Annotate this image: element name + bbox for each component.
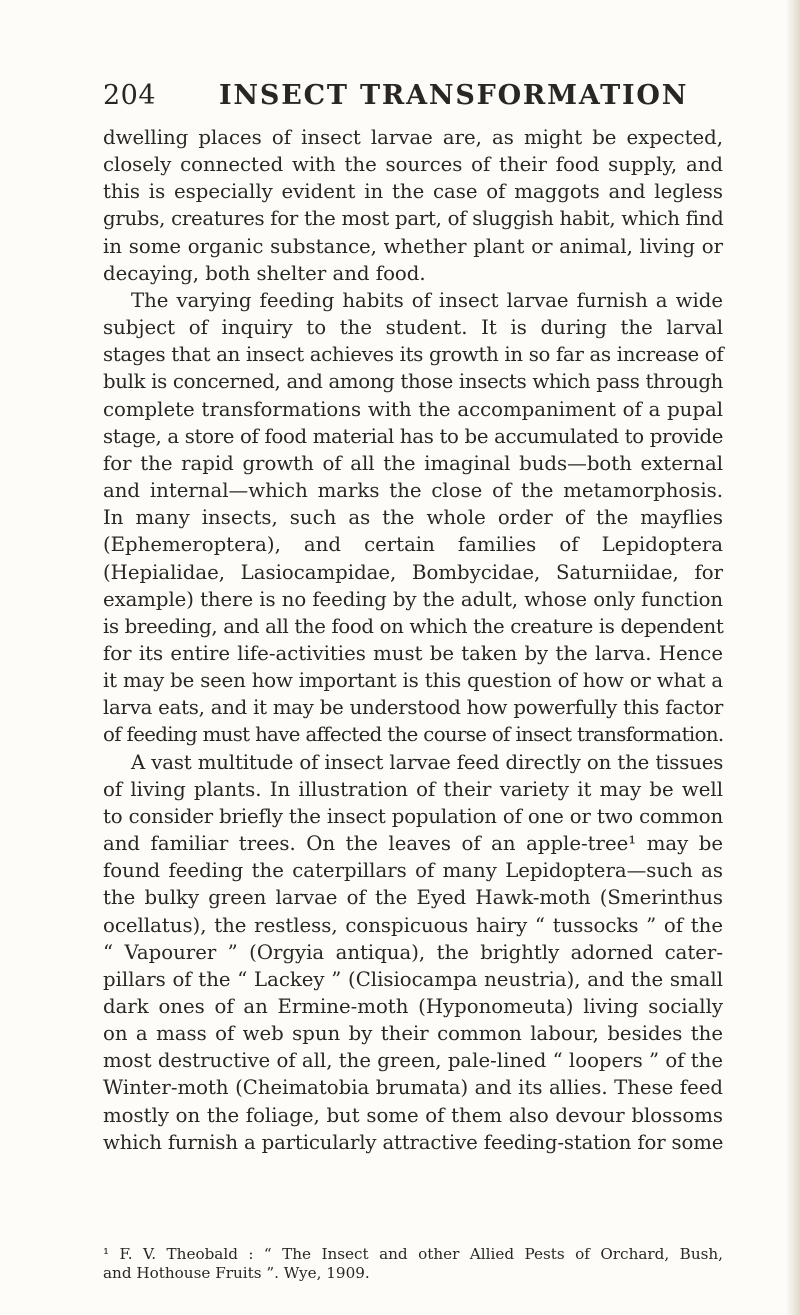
footnote [103, 1245, 723, 1283]
text-line: stage, a store of food material has to be accumulated to provide [103, 424, 724, 448]
text-line: stages that an insect achieves its growth in so far as increase of [103, 343, 724, 367]
body-text [103, 124, 723, 1156]
text-line: and internal—which marks the close of the metamorphosis. [103, 479, 723, 503]
text-line: The varying feeding habits of insect larvae furnish a wide [131, 288, 723, 312]
text-line: closely connected with the sources of their food supply, and [103, 153, 723, 177]
text-line: decaying, both shelter and food. [103, 261, 426, 285]
text-line: subject of inquiry to the student. It is during the larval [103, 316, 723, 340]
footnote-line: and Hothouse Fruits ”. Wye, 1909. [103, 1264, 370, 1282]
text-line: pillars of the “ Lackey ” (Clisiocampa neustria), and the small [103, 967, 723, 991]
text-line: on a mass of web spun by their common labour, besides the [103, 1022, 723, 1046]
running-head: INSECT TRANSFORMATION [219, 80, 689, 111]
text-line: found feeding the caterpillars of many Lepidoptera—such as [103, 859, 723, 883]
text-line: most destructive of all, the green, pale-lined “ loopers ” of the [103, 1049, 723, 1073]
text-line: to consider briefly the insect population of one or two common [103, 804, 724, 828]
page-header [103, 80, 723, 116]
text-line: grubs, creatures for the most part, of sluggish habit, which find [103, 207, 724, 231]
paragraph-2 [103, 287, 723, 749]
text-line: larva eats, and it may be understood how powerfully this factor [103, 696, 723, 720]
text-line-with-footnote-ref: and familiar trees. On the leaves of an apple-tree¹ may be [103, 832, 723, 856]
text-line: for the rapid growth of all the imaginal buds—both external [103, 451, 723, 475]
page-edge [786, 0, 800, 1315]
text-line: dwelling places of insect larvae are, as might be expected, [103, 126, 723, 149]
text-line: this is especially evident in the case of maggots and legless [103, 180, 723, 204]
text-line: of feeding must have affected the course of insect transformation. [103, 723, 724, 747]
text-line: which furnish a particularly attractive feeding-station for some [103, 1130, 724, 1154]
text-line: mostly on the foliage, but some of them also devour blossoms [103, 1103, 723, 1127]
text-line: “ Vapourer ” (Orgyia antiqua), the brightly adorned cater- [103, 940, 723, 964]
text-line-italic-families: (Hepialidae, Lasiocampidae, Bombycidae, Saturniidae, for [103, 560, 723, 584]
text-line: Winter-moth (Cheimatobia brumata) and its allies. These feed [103, 1076, 723, 1100]
text-line: for its entire life-activities must be taken by the larva. Hence [103, 641, 723, 665]
text-line: A vast multitude of insect larvae feed directly on the tissues [131, 750, 724, 774]
text-line: In many insects, such as the whole order of the mayflies [103, 506, 723, 530]
text-line: complete transformations with the accompaniment of a pupal [103, 397, 723, 421]
text-line: it may be seen how important is this question of how or what a [103, 669, 723, 693]
paragraph-3 [103, 749, 723, 1156]
page-number: 204 [103, 80, 157, 111]
footnote-line: ¹ F. V. Theobald : “ The Insect and other Allied Pests of Orchard, Bush, [103, 1245, 723, 1263]
text-line: the bulky green larvae of the Eyed Hawk-moth (Smerinthus [103, 886, 723, 910]
text-line: in some organic substance, whether plant or animal, living or [103, 234, 723, 258]
text-line: of living plants. In illustration of their variety it may be well [103, 777, 723, 801]
paragraph-1 [103, 124, 723, 287]
text-line: example) there is no feeding by the adult, whose only function [103, 587, 723, 611]
text-line: is breeding, and all the food on which the creature is dependent [103, 614, 724, 638]
text-line: (Ephemeroptera), and certain families of Lepidoptera [103, 533, 723, 557]
text-line: dark ones of an Ermine-moth (Hyponomeuta) living socially [103, 995, 723, 1018]
text-line: bulk is concerned, and among those insects which pass through [103, 370, 723, 394]
text-line: ocellatus), the restless, conspicuous hairy “ tussocks ” of the [103, 913, 723, 937]
